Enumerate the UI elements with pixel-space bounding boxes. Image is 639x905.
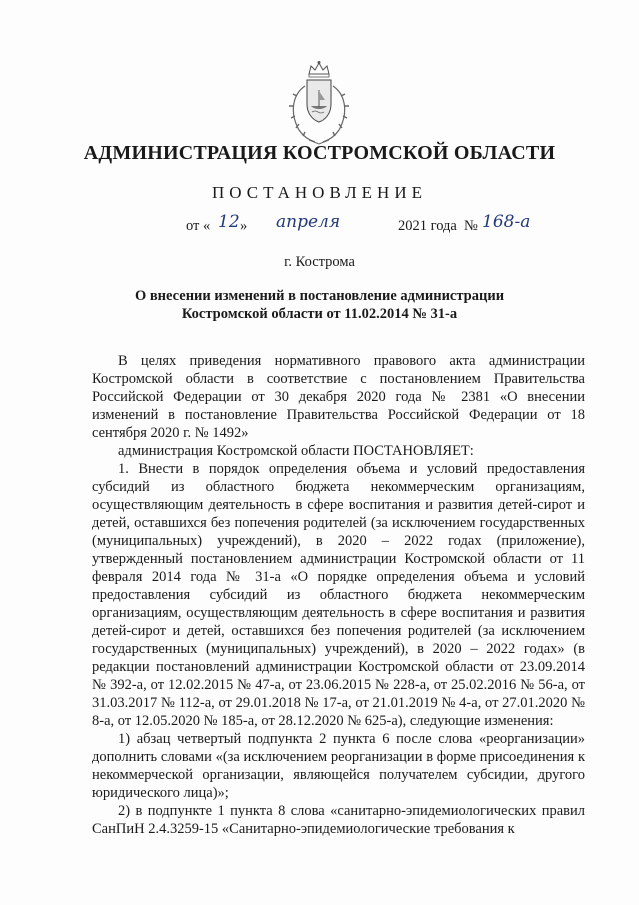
document-body <box>92 352 585 838</box>
handwritten-day: 12 <box>218 212 240 232</box>
date-year: 2021 года <box>398 218 457 234</box>
coat-of-arms-icon <box>285 60 353 146</box>
subclause-1-paragraph: 1) абзац четвертый подпункта 2 пункта 6 после слова «реорганизации» дополнить словами «(за исключением реорганизации в форме присоединения к некоммерческой организации, являющейся получателем субсидии, другого юридического лица)»; <box>92 731 585 801</box>
number-sign: № <box>464 218 478 234</box>
resolution-paragraph: администрация Костромской области ПОСТАНОВЛЯЕТ: <box>118 443 474 459</box>
handwritten-number: 168-а <box>482 212 531 232</box>
date-line <box>186 212 586 240</box>
handwritten-month: апреля <box>276 212 341 232</box>
clause-1-paragraph: 1. Внести в порядок определения объема и условий предоставления субсидий из областного бюджета некоммерческим организациям, осуществляющим деятельность в сфере воспитания и развития детей-сирот и детей, оставшихся без попечения родителей (за исключением государственных (муниципальных) учреждений), в 2020 – 2022 годах (приложение), утвержденный постановлением администрации Костромской области от 11 февраля 2014 года № 31-а «О порядке определения объема и условий предоставления субсидий из областного бюджета некоммерческим организациям, осуществляющим деятельность в сфере воспитания и развития детей-сирот и детей, оставшихся без попечения родителей (за исключением государственных (муниципальных) учреждений), в 2020 – 2022 годах» (в редакции постановлений администрации Костромской области от 23.09.2014 № 392-а, от 12.02.2015 № 47-а, от 23.06.2015 № 228-а, от 25.02.2016 № 56-а, от 31.03.2017 № 112-а, от 29.01.2018 № 17-а, от 21.01.2019 № 4-а, от 27.01.2020 № 8-а, от 12.05.2020 № 185-а, от 28.12.2020 № 625-а), следующие изменения: <box>92 461 585 729</box>
date-day-suffix: » <box>240 218 248 234</box>
subject-line-1: О внесении изменений в постановление администрации <box>134 288 505 304</box>
city-line: г. Кострома <box>284 254 355 270</box>
preamble-paragraph: В целях приведения нормативного правового акта администрации Костромской области в соответствие с постановлением Правительства Российской Федерации от 30 декабря 2020 года № 2381 «О внесении изменений в постановление Правительства Российской Федерации от 18 сентября 2020 г. № 1492» <box>92 353 585 441</box>
document-subject <box>100 287 539 323</box>
subject-line-2: Костромской области от 11.02.2014 № 31-а <box>181 306 458 322</box>
date-prefix: от « <box>186 218 211 234</box>
document-type: ПОСТАНОВЛЕНИЕ <box>211 183 427 202</box>
organization-title: АДМИНИСТРАЦИЯ КОСТРОМСКОЙ ОБЛАСТИ <box>83 142 556 164</box>
subclause-2-paragraph: 2) в подпункте 1 пункта 8 слова «санитарно-эпидемиологических правил СанПиН 2.4.3259-15 «Санитарно-эпидемиологические требования к <box>92 803 585 837</box>
